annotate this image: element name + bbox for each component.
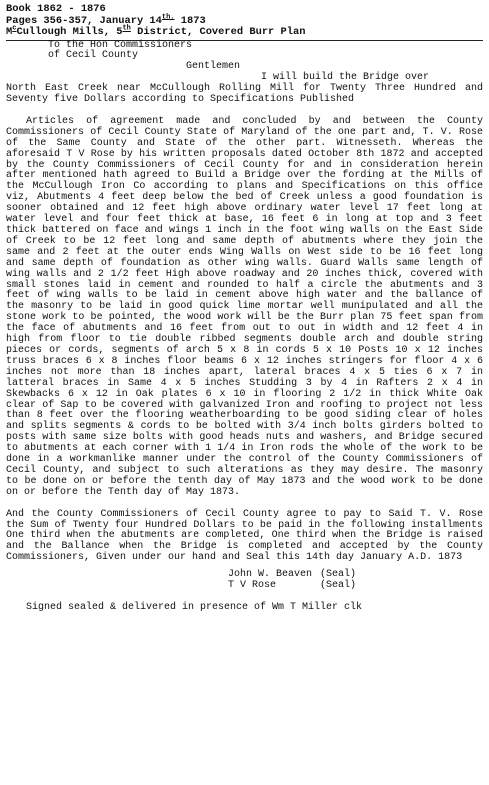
signer-name: T V Rose bbox=[228, 580, 277, 592]
offer-first-line: I will build the Bridge over bbox=[261, 72, 430, 84]
articles-paragraph: Articles of agreement made and concluded by and between the County Commissioners of Cecil County State of Maryland of the one part and, T. V. Rose of the Same County and State of the other part. Witnesseth. Whereas the aforesaid T V Rose by his written proposals dated October 8th 1872 and accepted by the County Commissioners of Cecil County for and in consideration herein after mentioned hath agreed to Build a Bridge over the fording at the Mills of the McCullough Iron Co according to plans and Specifications on this office viz, Abutments 4 feet deep below the bed of Creek unless a good foundation is sooner obtained and 12 feet high above ordinary water level 17 feet long at water level and four feet thick at base, 16 feet 6 in long at top and 3 feet thick battered on face and wings 1 inch in the foot wing walls on the East Side of Creek to be 12 feet long and same depth of abutments where they join the same and 2 feet at the outer ends Wing Walls on West side to be 16 feet long and same depth of foundation as other wing walls. Guard Walls same length of wing walls and 2 1/2 feet High above roadway and 20 inches thick, covered with small stones laid in cement and rounded to half a circle the abutments and 3 feet of wing walls to be laid in cement above high water and the ballance of the masonry to be laid in good quick lime mortar well munipulated and all the stone work to be pointed, the wood work will be the Burr plan 75 feet span from the face of abutments and 16 feet from out to out in width and 12 feet 4 in high from floor to tie double ribbed segments double arch and double string pieces or cords, segments of arch 5 x 8 in cords 5 x 10 Posts 10 x 12 inches truss braces 6 x 8 inches floor beams 6 x 12 inches stringers for floor 4 x 6 inches not more than 18 inches apart, lateral braces 4 x 5 ties 6 x 7 in latteral braces in Same 4 x 5 inches Studding 3 by 4 in Rafters 2 x 4 in Skewbacks 6 x 12 in Oak plates 6 x 10 in flooring 2 1/2 in thick White Oak clear of Sap to be covered with galvanized Iron and roofing to project not less than 8 feet over the flooring weatherboarding to be good siding clear of holes and splits segments & cords to be bolted with 3/4 inch bolts girders bolted to posts with same size bolts with good heads nuts and washers, and Bridge secured to abutments at each corner with 1 1/4 in Iron rods the whole of the work to be done in a workmanlike manner under the control of the County Commissioners of Cecil County, and subject to such alterations as they may desire. The masonry to be done on or before the tenth day of May 1873 and the wood work to be done on or before the Tenth day of May 1873. bbox=[6, 115, 483, 498]
mc-superscript: c bbox=[12, 24, 17, 33]
district-superscript: th bbox=[122, 24, 131, 33]
signature-block bbox=[6, 570, 483, 592]
address-line-1: To the Hon Commissioners bbox=[48, 39, 193, 51]
date-suffix: th. bbox=[161, 13, 175, 22]
spacer bbox=[6, 499, 483, 510]
seal-label: (Seal) bbox=[320, 569, 357, 581]
document-header bbox=[6, 4, 483, 39]
book-line: Book 1862 - 1876 bbox=[6, 3, 106, 15]
year-text: 1873 bbox=[174, 14, 206, 27]
document-body bbox=[6, 41, 483, 614]
location-prefix: M bbox=[6, 26, 13, 38]
seal-label: (Seal) bbox=[320, 580, 357, 592]
signer-name: John W. Beaven bbox=[228, 569, 313, 581]
offer-paragraph: North East Creek near McCullough Rolling Mill for Twenty Three Hundred and Seventy five Dollars according to Specifications Published bbox=[6, 83, 483, 106]
signature-row bbox=[228, 581, 483, 592]
witness-line: Signed sealed & delivered in presence of Wm T Miller clk bbox=[26, 602, 363, 613]
address-line-2: of Cecil County bbox=[48, 50, 139, 62]
payment-paragraph: And the County Commissioners of Cecil County agree to pay to Said T. V. Rose the Sum of Twenty four Hundred Dollars to be paid in the following installments One third when the abutments are completed, One third when the Bridge is raised and the Ballance when the Bridge is completed and accepted by the County Commissioners, Given under our hand and Seal this 14th day January A.D. 1873 bbox=[6, 508, 483, 564]
location-suffix: District, Covered Burr Plan bbox=[130, 26, 306, 38]
location-mid: Cullough Mills, 5 bbox=[16, 26, 123, 38]
pages-text: Pages 356-357, January 14 bbox=[6, 14, 162, 27]
salutation: Gentlemen bbox=[186, 61, 241, 73]
location-line bbox=[6, 24, 483, 39]
